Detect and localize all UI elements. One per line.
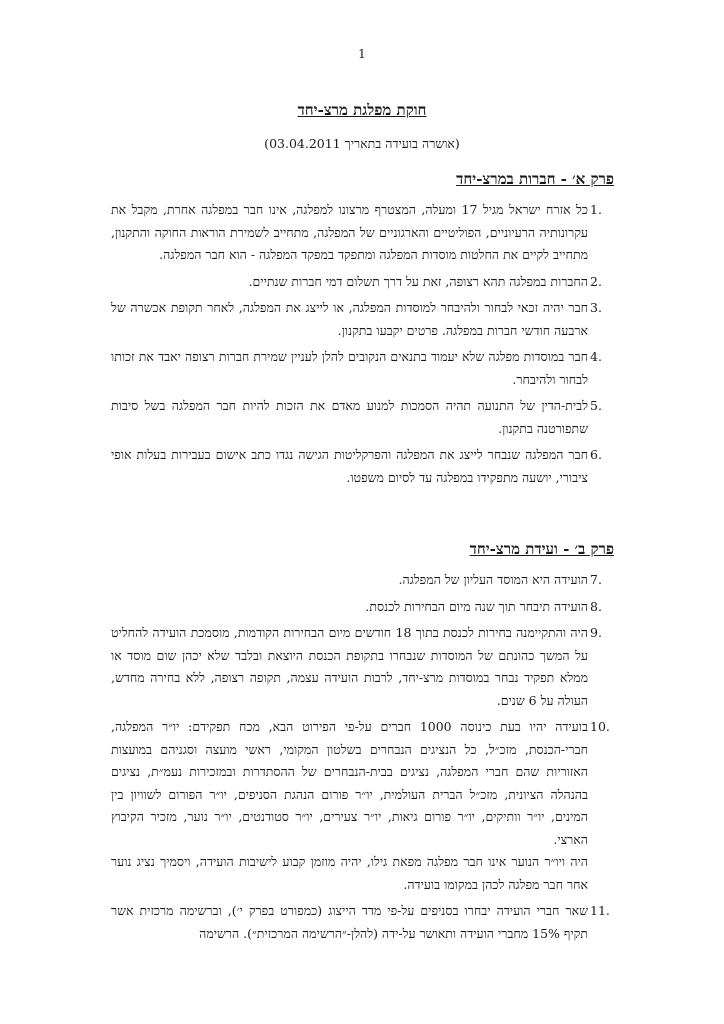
- section-heading-chapter-a: פרק א׳ - חברות במרצ-יחד: [456, 170, 614, 188]
- document-title: חוקת מפלגת מרצ-יחד: [297, 101, 427, 119]
- clause-number: 4.: [590, 349, 602, 364]
- clause-text: בועידה יהיו בעת כינוסה 1000 חברים על-פי הפירוט הבא, מכח תפקידם: יו״ר המפלגה, חברי-הכנסת, מזכ״ל, כל הנציגים הנבחרים בשלטון המקומי, ראשי מועצה וסגניהם במועצות האזוריות שהם חברי המפלגה, נציגים בבית-הנבחרים של ההסתדרות ובמזכירות נעמ״ת, נציגים בהנהלה הציונית, מזכ״ל הברית העולמית, יו״ר פורום הנהגת הסניפים, יו״ר הפורום לשוויון בין המינים, יו״ר וותיקים, יו״ר פורום גיאות, יו״ר צעירים, יו״ר סטודנטים, יו״ר נוער, מזכיר הקיבוץ הארצי.: [111, 719, 588, 847]
- clause-item: [111, 297, 614, 342]
- clause-text: החברות במפלגה תהא רצופה, זאת על דרך תשלום דמי חברות שנתיים.: [248, 273, 588, 289]
- clause-text: היה והתקיימנה בחירות לכנסת בתוך 18 חודשים מיום הבחירות הקודמות, מוסמכת הועידה להחליט על המשך כהונתם של המוסדות שנבחרו בתקופת הכנסת היוצאת ובלבד שלא יכהן שום מוסד או ממלא תפקיד נבחר במוסדות מרצ-יחד, לרבות הועידה עצמה, תקופה רצופה, ללא בחירה מחדש, העולה על 6 שנים.: [111, 625, 588, 708]
- section-heading-chapter-b: פרק ב׳ - ועידת מרצ-יחד: [469, 540, 614, 558]
- clause-text: הועידה תיבחר תוך שנה מיום הבחירות לכנסת.: [365, 598, 588, 614]
- clause-number: 2.: [590, 273, 602, 289]
- clause-number: 1.: [590, 202, 602, 217]
- clause-text: חבר במוסדות מפלגה שלא יעמוד בתנאים הנקובים להלן לעניין שמירת חברות רצופה יאבד את זכותו לבחור ולהיבחר.: [111, 349, 588, 387]
- clause-item: [111, 395, 614, 440]
- clause-text: הועידה היא המוסד העליון של המפלגה.: [398, 572, 588, 587]
- clause-number: 6.: [590, 447, 602, 462]
- clause-number: 9.: [590, 625, 602, 640]
- clause-number: 10.: [590, 719, 610, 734]
- clause-number: 11.: [590, 903, 610, 918]
- clause-text: חבר המפלגה שנבחר לייצג את המפלגה והפרקליטות הגישה נגדו כתב אישום בעבירות בעלות אופי ציבורי, יושעה מתפקידו במפלגה עד לסיום משפטו.: [111, 447, 588, 485]
- page-number: 1: [358, 47, 366, 61]
- clause-item: [111, 569, 614, 592]
- clause-item: [111, 199, 614, 267]
- clause-text: שאר חברי הועידה יבחרו בסניפים על-פי מדד הייצוג (כמפורט בפרק י׳), וברשימה מרכזית אשר תקיף 15% מחברי הועידה ותאושר על-ידה (להלן-״הרשימה המרכזית״). הרשימה: [111, 903, 588, 941]
- clause-item: [111, 346, 614, 391]
- clause-item: [111, 596, 614, 619]
- clause-number: 5.: [590, 398, 602, 413]
- clause-number: 7.: [590, 572, 602, 587]
- clause-item: [111, 444, 614, 489]
- clause-item: [111, 900, 614, 945]
- clause-text: חבר יהיה זכאי לבחור ולהיבחר למוסדות המפלגה, או לייצג את המפלגה, לאחר תקופת אכשרה של ארבעה חודשי חברות במפלגה. פרטים יקבעו בתקנון.: [111, 300, 588, 338]
- document-subtitle: (אושרה בועידה בתאריך 03.04.2011): [264, 136, 460, 151]
- clause-number: 8.: [590, 598, 602, 614]
- clause-item: [111, 271, 614, 294]
- chapter-b-clauses: [111, 569, 614, 949]
- clause-item: [111, 622, 614, 712]
- chapter-a-clauses: [111, 199, 614, 493]
- clause-item: [111, 716, 614, 896]
- clause-text: לבית-הדין של התנועה תהיה הסמכות למנוע מאדם את הזכות להיות חבר המפלגה בשל סיבות שתפורטנה בתקנון.: [111, 398, 588, 436]
- clause-text: כל אזרח ישראל מגיל 17 ומעלה, המצטרף מרצונו למפלגה, אינו חבר במפלגה אחרת, מקבל את עקרונותיה הרעיוניים, הפוליטיים והארגוניים של המפלגה, מתחייב לשמירת הוראות החוקה והתקנון, מתחייב לקיים את החלטות מוסדות המפלגה ומתפקד במפקד המפלגה - הוא חבר המפלגה.: [111, 202, 588, 262]
- clause-number: 3.: [590, 300, 602, 315]
- clause-addendum: היה ויו״ר הנוער אינו חבר מפלגה מפאת גילו, יהיה מוזמן קבוע לישיבות הועידה, ויסמיך נציג נוער אחר חבר מפלגה לכהן במקומו בועידה.: [111, 854, 588, 892]
